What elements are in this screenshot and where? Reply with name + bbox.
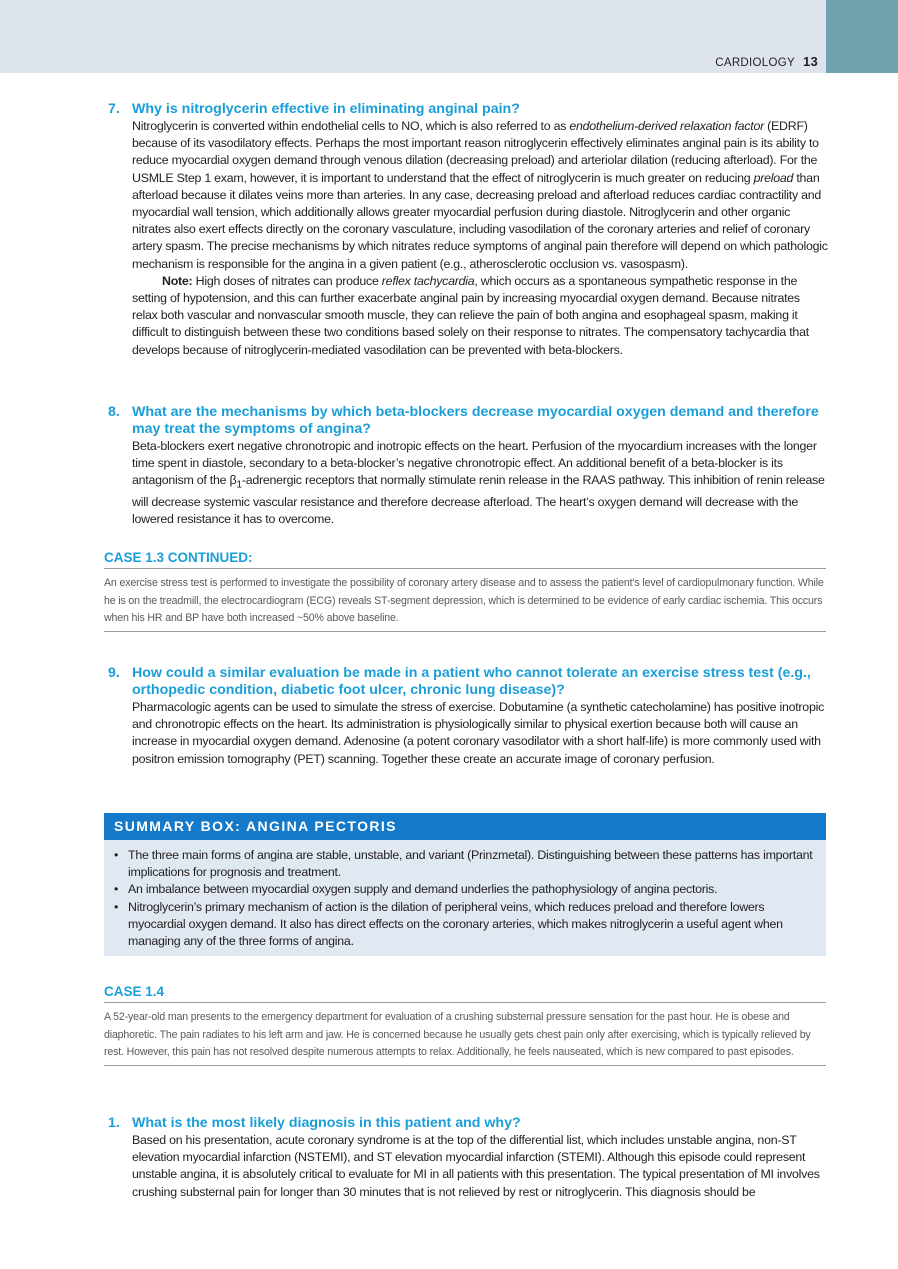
header-tab — [826, 0, 898, 73]
question-text: How could a similar evaluation be made in a patient who cannot tolerate an exercise stress test (e.g., orthopedic condition, diabetic foot ulcer, chronic lung disease)? — [132, 665, 811, 698]
header-band — [0, 0, 826, 73]
question-7-answer — [108, 118, 828, 359]
note-paragraph: Note: High doses of nitrates can produce reflex tachycardia, which occurs as a spontaneous sympathetic response in the setting of hypotension, and this can further exacerbate anginal pain by increasing myocardial oxygen demand. Because nitrates relax both vascular and nonvascular smooth muscle, they can relieve the pain of both angina and esophageal spasm, making it difficult to distinguish between these two conditions based solely on their response to nitrates. The compensatory tachycardia that develops because of nitroglycerin-mediated vasodilation can be prevented with beta-blockers. — [132, 273, 809, 357]
summary-item: • The three main forms of angina are stable, unstable, and variant (Prinzmetal). Distinguishing between these patterns has important implications for prognosis and treatment. — [128, 847, 826, 881]
question-7-heading — [108, 101, 828, 118]
running-head — [715, 54, 818, 69]
question-number: 8. — [108, 404, 120, 420]
question-8-heading — [108, 404, 828, 438]
question-1-answer — [108, 1132, 828, 1201]
page-number: 13 — [802, 54, 818, 69]
question-text: Why is nitroglycerin effective in eliminating anginal pain? — [132, 101, 520, 117]
summary-item: • An imbalance between myocardial oxygen supply and demand underlies the pathophysiology of angina pectoris. — [128, 881, 826, 898]
question-7 — [108, 101, 828, 359]
question-number: 7. — [108, 101, 120, 117]
question-9 — [108, 665, 828, 768]
case-1-4-title: CASE 1.4 — [104, 984, 826, 1003]
case-1-3-text: An exercise stress test is performed to investigate the possibility of coronary artery disease and to assess the patient’s level of cardiopulmonary function. While he is on the treadmill, the electrocardiogram (ECG) reveals ST-segment depression, which is determined to be evidence of early cardiac ischemia. This occurs when his HR and BP have both increased ~50% above baseline. — [104, 575, 826, 632]
summary-box — [104, 813, 826, 956]
question-8-answer — [108, 438, 828, 528]
question-8 — [108, 404, 828, 528]
answer-paragraph: Pharmacologic agents can be used to simulate the stress of exercise. Dobutamine (a synthetic catecholamine) has positive inotropic and chronotropic effects on the heart. Its administration is physiologically similar to physical exertion because both will cause an increase in myocardial oxygen demand. Adenosine (a potent coronary vasodilator with a short half-life) is more commonly used with positron emission tomography (PET) scanning. Together these create an accurate image of coronary perfusion. — [132, 700, 825, 766]
question-1-heading — [108, 1115, 828, 1132]
summary-box-title: SUMMARY BOX: ANGINA PECTORIS — [104, 813, 826, 840]
case-1-3-title: CASE 1.3 CONTINUED: — [104, 550, 826, 569]
question-number: 9. — [108, 665, 120, 681]
summary-item: • Nitroglycerin’s primary mechanism of action is the dilation of peripheral veins, which reduces preload and therefore lowers myocardial oxygen demand. It also has direct effects on the coronary arteries, which makes nitroglycerin a useful agent when managing any of the three forms of angina. — [128, 899, 826, 951]
question-9-heading — [108, 665, 828, 699]
answer-paragraph: Based on his presentation, acute coronary syndrome is at the top of the differential list, which includes unstable angina, non-ST elevation myocardial infarction (NSTEMI), and ST elevation myocardial infarction (STEMI). Although this episode could represent unstable angina, it is absolutely critical to evaluate for MI in all patients with this presentation. The typical presentation of MI involves crushing substernal pain for longer than 30 minutes that is not relieved by rest or nitroglycerin. This diagnosis should be — [132, 1133, 820, 1199]
answer-paragraph: Nitroglycerin is converted within endothelial cells to NO, which is also referred to as endothelium-derived relaxation factor (EDRF) because of its vasodilatory effects. Perhaps the most important reason nitroglycerin effectively eliminates anginal pain is its ability to reduce myocardial oxygen demand through venous dilation (decreasing preload) and arteriolar dilation (reducing afterload). For the USMLE Step 1 exam, however, it is important to understand that the effect of nitroglycerin is much greater on reducing preload than afterload because it dilates veins more than arteries. In any case, decreasing preload and afterload reduces cardiac contractility and myocardial wall tension, which additionally allows greater myocardial perfusion during diastole. Nitroglycerin and other organic nitrates also exert effects directly on the coronary vasculature, including vasodilation of the coronary arteries and relief of coronary artery spasm. The precise mechanisms by which nitrates reduce symptoms of anginal pain therefore will depend on which pathologic mechanism is responsible for the angina in a given patient (e.g., atherosclerotic occlusion vs. vasospasm). — [132, 119, 828, 271]
question-1 — [108, 1115, 828, 1201]
question-9-answer — [108, 699, 828, 768]
question-text: What is the most likely diagnosis in this patient and why? — [132, 1115, 521, 1131]
question-number: 1. — [108, 1115, 120, 1131]
question-text: What are the mechanisms by which beta-blockers decrease myocardial oxygen demand and therefore may treat the symptoms of angina? — [132, 404, 819, 437]
answer-paragraph: Beta-blockers exert negative chronotropic and inotropic effects on the heart. Perfusion of the myocardium increases with the longer time spent in diastole, secondary to a beta-blocker’s negative chronotropic effect. An additional benefit of a beta-blocker is its antagonism of the $\beta_1$-adrenergic receptors that normally stimulate renin release in the RAAS pathway. This inhibition of renin release will decrease systemic vascular resistance and therefore decrease afterload. The heart’s oxygen demand will decrease with the lowered resistance it has to overcome. — [132, 439, 825, 527]
note-label: Note: — [162, 273, 193, 288]
case-1-4-text: A 52-year-old man presents to the emergency department for evaluation of a crushing substernal pressure sensation for the past hour. He is obese and diaphoretic. The pain radiates to his left arm and jaw. He is concerned because he usually gets chest pain only after exercising, which is typically relieved by rest. However, this pain has not resolved despite numerous attempts to relax. Additionally, he feels nauseated, which is new compared to past episodes. — [104, 1009, 826, 1066]
summary-list — [104, 847, 826, 950]
section-title: CARDIOLOGY — [715, 57, 795, 69]
